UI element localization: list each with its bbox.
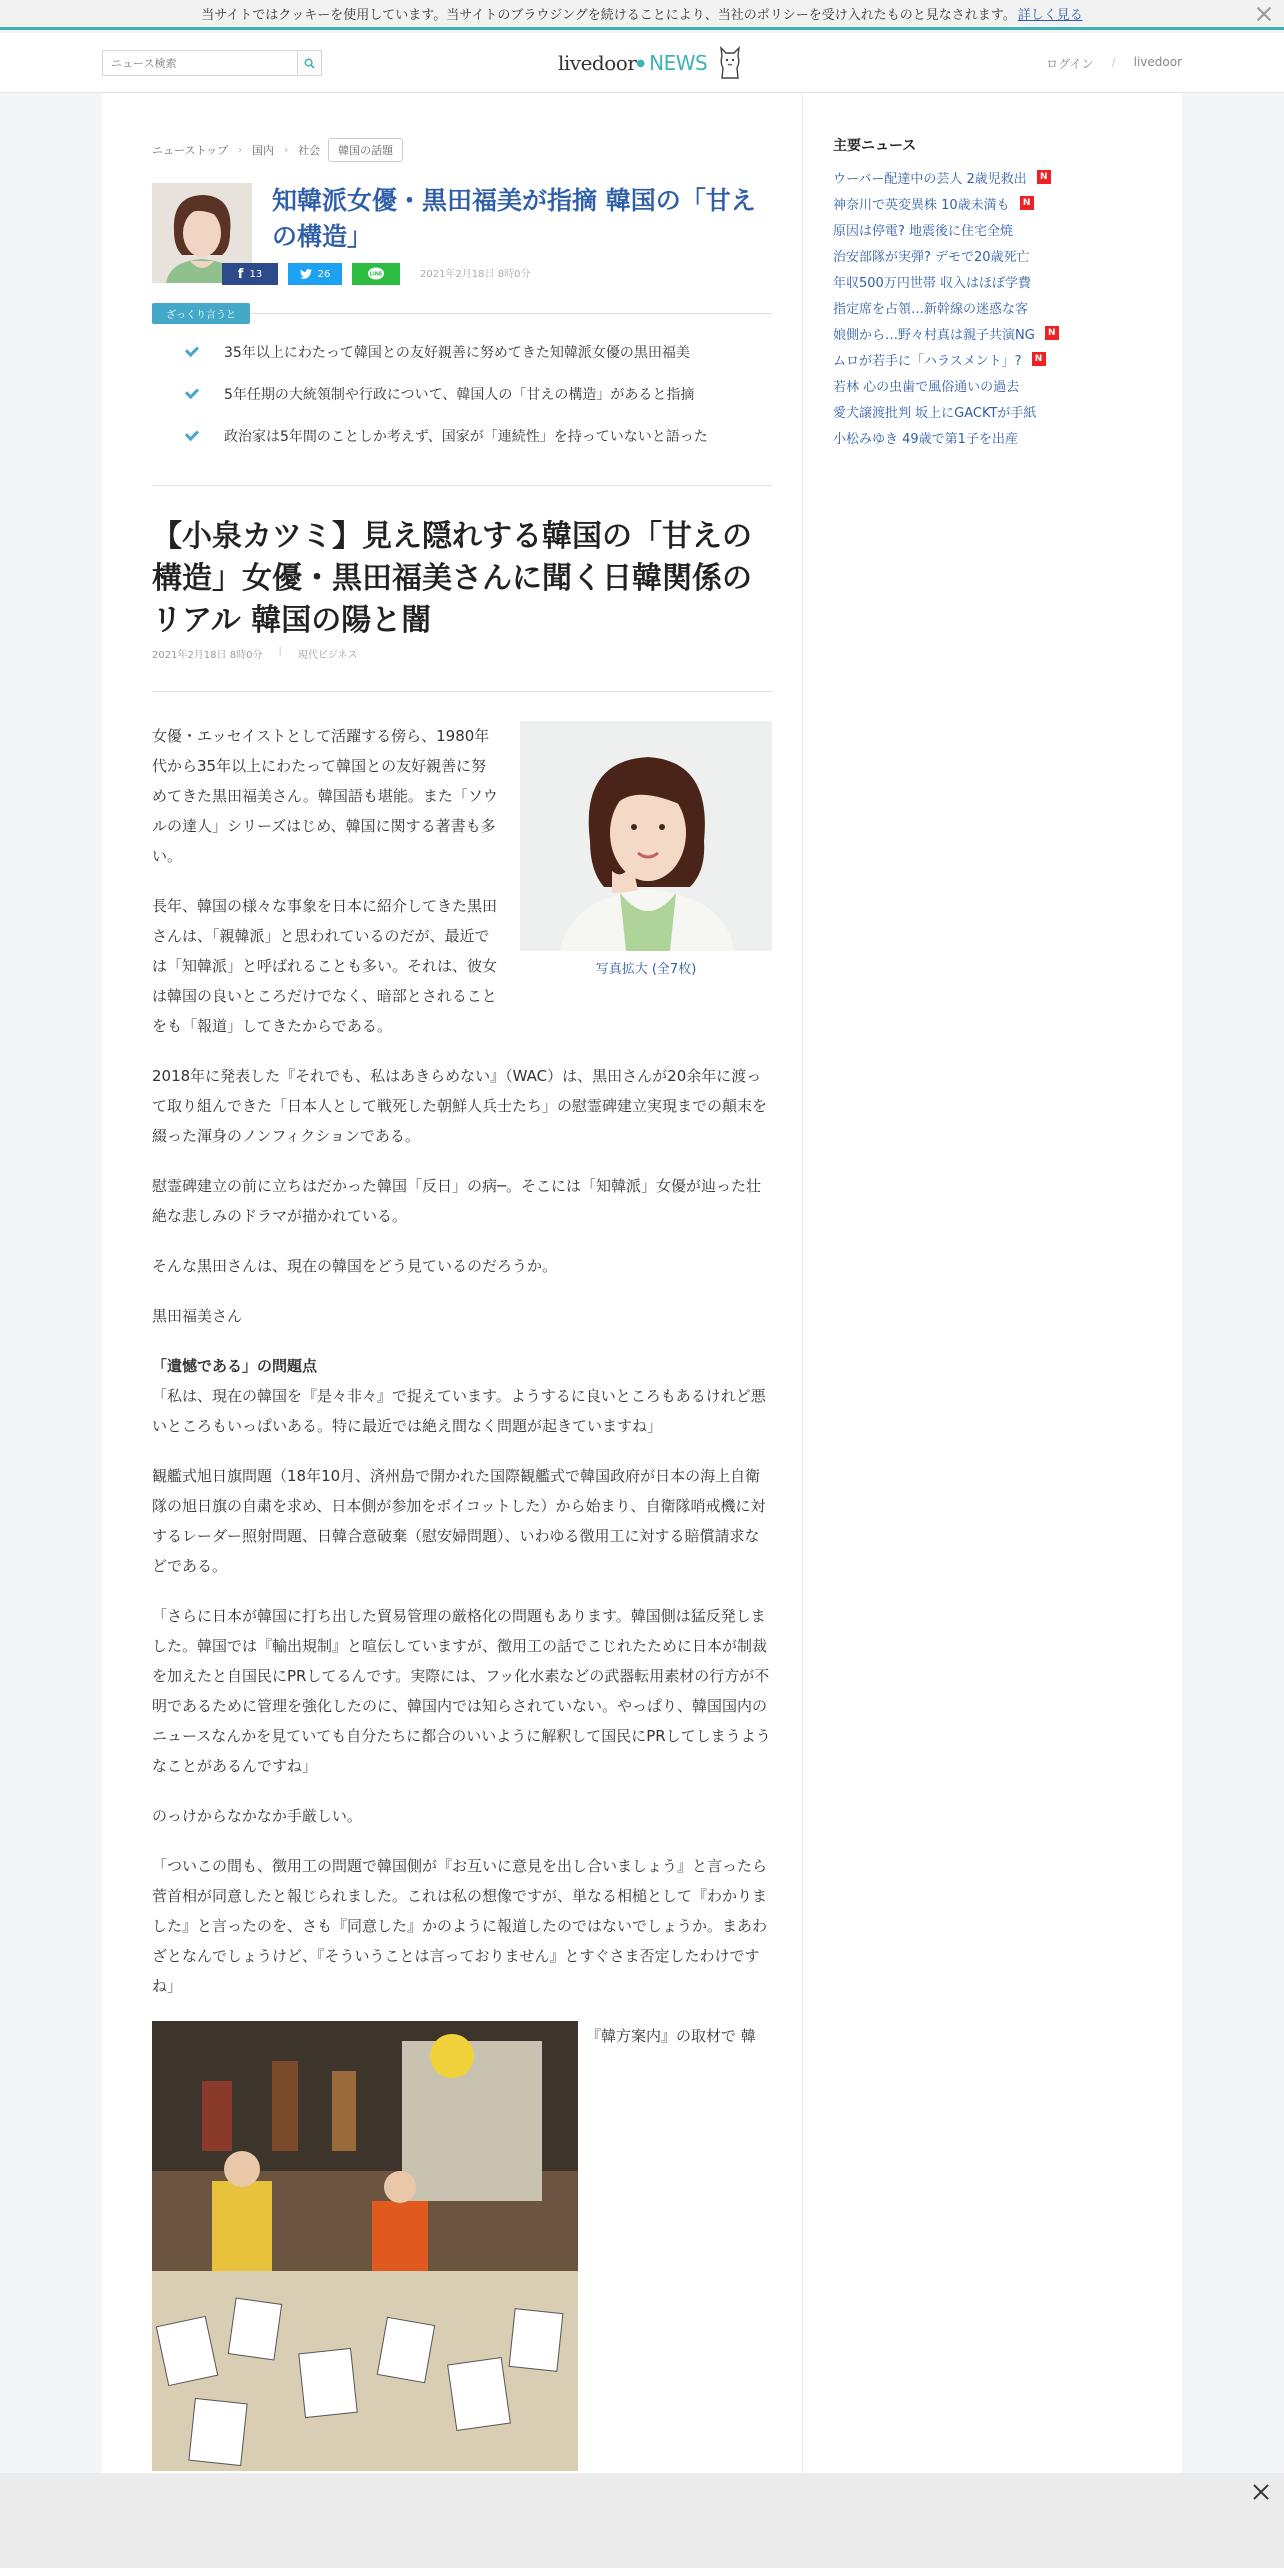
paragraph: 「ついこの間も、徴用工の問題で韓国側が『お互いに意見を出し合いましょう』と言ったら菅首相が同意したと報じられました。これは私の想像ですが、単なる相槌として『わかりました』と言ったのを、さも『同意した』かのように報道したのではないでしょうか。まあわざとなんでしょうけど、『そういうことは言っておりません』とすぐさま否定したわけですね」 <box>152 1857 768 1995</box>
summary-label: ざっくり言うと <box>152 303 250 324</box>
search-button[interactable] <box>297 51 321 75</box>
chevron-right-icon: › <box>284 144 289 156</box>
svg-text:LINE: LINE <box>369 271 383 278</box>
check-icon <box>185 427 199 441</box>
news-link[interactable]: 小松みゆき 49歳で第1子を出産 <box>833 431 1018 447</box>
check-icon <box>185 343 199 357</box>
article-source[interactable]: 現代ビジネス <box>297 650 358 661</box>
divider <box>152 691 772 692</box>
breadcrumb-item-society[interactable]: 社会 <box>298 144 321 157</box>
sidebar-title: 主要ニュース <box>833 138 917 154</box>
news-link[interactable]: 若林 心の虫歯で風俗通いの過去 <box>833 379 1020 395</box>
paragraph: 黒田福美さん <box>152 1307 243 1325</box>
facebook-count: 13 <box>249 268 263 280</box>
news-link[interactable]: 原因は停電? 地震後に住宅全焼 <box>833 223 1014 239</box>
section-subhead: 「遺憾である」の問題点 <box>152 1357 318 1375</box>
news-link[interactable]: 愛犬譲渡批判 坂上にGACKTが手紙 <box>833 405 1037 421</box>
paragraph: のっけからなかなか手厳しい。 <box>152 1807 362 1825</box>
chevron-right-icon: › <box>238 144 243 156</box>
search-box <box>102 50 322 76</box>
news-link[interactable]: ムロが若手に「ハラスメント」? <box>833 353 1022 369</box>
line-share-button[interactable] <box>352 263 400 285</box>
topic-tag[interactable]: 韓国の話題 <box>328 138 403 162</box>
facebook-share-button[interactable] <box>222 263 278 285</box>
paragraph: そんな黒田さんは、現在の韓国をどう見ているのだろうか。 <box>152 1257 558 1275</box>
search-input[interactable] <box>103 51 299 75</box>
cookie-message: 当サイトではクッキーを使用しています。当サイトのブラウジングを続けることにより、当社のポリシーを受け入れたものと見なされます。 <box>201 8 1016 23</box>
login-link[interactable]: ログイン <box>1046 57 1094 71</box>
paragraph: 「さらに日本が韓国に打ち出した貿易管理の厳格化の問題もあります。韓国側は猛反発しました。韓国では『輸出規制』と喧伝していますが、徴用工の話でこじれたために日本が制裁を加えたと自国民にPRしてるんです。実際には、フッ化水素などの武器転用素材の行方が不明であるために管理を強化したのに、韓国内では知らされていない。やっぱり、韓国国内のニュースなんかを見ていても自分たちに都合のいいように解釈して国民にPRしてしまうようなことがあるんですね」 <box>152 1607 771 1775</box>
article-meta: 2021年2月18日 8時0分 | 現代ビジネス <box>152 646 358 661</box>
site-header <box>0 33 1284 93</box>
twitter-count: 26 <box>317 268 331 280</box>
twitter-share-button[interactable] <box>288 263 342 285</box>
paragraph: 女優・エッセイストとして活躍する傍ら、1980年代から35年以上にわたって韓国との友好親善に努めてきた黒田福美さん。韓国語も堪能。また「ソウルの達人」シリーズはじめ、韓国に関する著書も多い。 <box>152 727 498 865</box>
line-icon <box>367 267 385 281</box>
logo-livedoor: livedoor <box>558 51 637 75</box>
news-link[interactable]: 指定席を占領…新幹線の迷惑な客 <box>833 301 1029 317</box>
close-icon[interactable] <box>1248 2479 1274 2505</box>
breadcrumb-item-top[interactable]: ニューストップ <box>152 144 229 157</box>
market-photo[interactable] <box>152 2021 578 2471</box>
news-item[interactable] <box>833 320 1059 346</box>
divider <box>152 485 772 486</box>
cookie-close-icon[interactable] <box>1254 4 1274 24</box>
article-column <box>102 93 802 2473</box>
news-link[interactable]: 年収500万円世帯 収入はほぼ学費 <box>833 275 1031 291</box>
photo-enlarge-link[interactable]: 写真拡大 (全7枚) <box>595 962 697 977</box>
headline-date: 2021年2月18日 8時0分 <box>420 269 531 280</box>
news-item[interactable] <box>833 398 1059 424</box>
facebook-icon: f <box>237 266 244 282</box>
paragraph: 長年、韓国の様々な事象を日本に紹介してきた黒田さんは、「親韓派」と思われているのだが、最近では「知韓派」と呼ばれることも多い。それは、彼女は韓国の良いところだけでなく、暗部とされることをも「報道」してきたからである。 <box>152 897 498 1035</box>
paragraph: 慰霊碑建立の前に立ちはだかった韓国「反日」の病─。そこには「知韓派」女優が辿った壮絶な悲しみのドラマが描かれている。 <box>152 1177 762 1225</box>
paragraph: 『韓方案内』の取材で 韓 <box>586 2027 756 2045</box>
new-badge-icon: N <box>1037 170 1051 184</box>
news-item[interactable] <box>833 268 1059 294</box>
article-photo[interactable] <box>520 721 772 985</box>
news-item[interactable] <box>833 164 1059 190</box>
article-title: 【小泉カツミ】見え隠れする韓国の「甘えの構造」女優・黒田福美さんに聞く日韓関係のリアル 韓国の陽と闇 <box>152 519 752 638</box>
dog-mascot-icon <box>717 46 743 80</box>
livedoor-link[interactable]: livedoor <box>1133 55 1182 69</box>
top-news-list <box>833 164 1059 450</box>
article-date: 2021年2月18日 8時0分 <box>152 650 263 661</box>
logo-news: NEWS <box>649 51 708 75</box>
new-badge-icon: N <box>1045 326 1059 340</box>
new-badge-icon: N <box>1032 352 1046 366</box>
header-links: ログイン / livedoor <box>1046 55 1182 71</box>
news-link[interactable]: 治安部隊が実弾? デモで20歳死亡 <box>833 249 1030 265</box>
cookie-banner <box>0 0 1284 30</box>
check-icon <box>185 385 199 399</box>
paragraph: 2018年に発表した『それでも、私はあきらめない』（WAC）は、黒田さんが20余年に渡って取り組んできた「日本人として戦死した朝鮮人兵士たち」の慰霊碑建立実現までの顛末を綴った渾身のノンフィクションである。 <box>152 1067 768 1145</box>
article-headline: 知韓派女優・黒田福美が指摘 韓国の「甘えの構造」 <box>272 186 756 251</box>
news-item[interactable] <box>833 294 1059 320</box>
news-item[interactable] <box>833 216 1059 242</box>
summary-item: 35年以上にわたって韓国との友好親善に努めてきた知韓派女優の黒田福美 <box>152 331 772 373</box>
paragraph: 「私は、現在の韓国を『是々非々』で捉えています。ようするに良いところもあるけれど悪いところもいっぱいある。特に最近では絶え間なく問題が起きていますね」 <box>152 1387 766 1435</box>
news-item[interactable] <box>833 424 1059 450</box>
news-item[interactable] <box>833 372 1059 398</box>
new-badge-icon: N <box>1020 196 1034 210</box>
bottom-ad-bar <box>0 2473 1284 2568</box>
search-icon <box>304 58 315 69</box>
article-body <box>152 721 772 2481</box>
news-link[interactable]: ウーバー配達中の芸人 2歳児救出 <box>833 171 1027 187</box>
summary-list <box>152 331 772 457</box>
breadcrumb-item-domestic[interactable]: 国内 <box>252 144 275 157</box>
news-item[interactable] <box>833 346 1059 372</box>
cookie-more-link[interactable]: 詳しく見る <box>1017 8 1083 23</box>
summary-item: 5年任期の大統領制や行政について、韓国人の「甘えの構造」があると指摘 <box>152 373 772 415</box>
news-link[interactable]: 娘側から…野々村真は親子共演NG <box>833 327 1035 343</box>
sidebar <box>802 93 1182 2473</box>
news-item[interactable] <box>833 242 1059 268</box>
breadcrumb <box>152 138 403 162</box>
news-link[interactable]: 神奈川で英変異株 10歳未満も <box>833 197 1010 213</box>
site-logo[interactable]: livedoor ● NEWS <box>558 45 743 81</box>
summary-item: 政治家は5年間のことしか考えず、国家が「連続性」を持っていないと語った <box>152 415 772 457</box>
twitter-icon <box>300 269 312 279</box>
news-item[interactable] <box>833 190 1059 216</box>
paragraph: 観艦式旭日旗問題（18年10月、済州島で開かれた国際観艦式で韓国政府が日本の海上自衛隊の旭日旗の自粛を求め、日本側が参加をボイコットした）から始まり、自衛隊哨戒機に対するレーダー照射問題、日韓合意破棄（慰安婦問題）、いわゆる徴用工に対する賠償請求などである。 <box>152 1467 766 1575</box>
